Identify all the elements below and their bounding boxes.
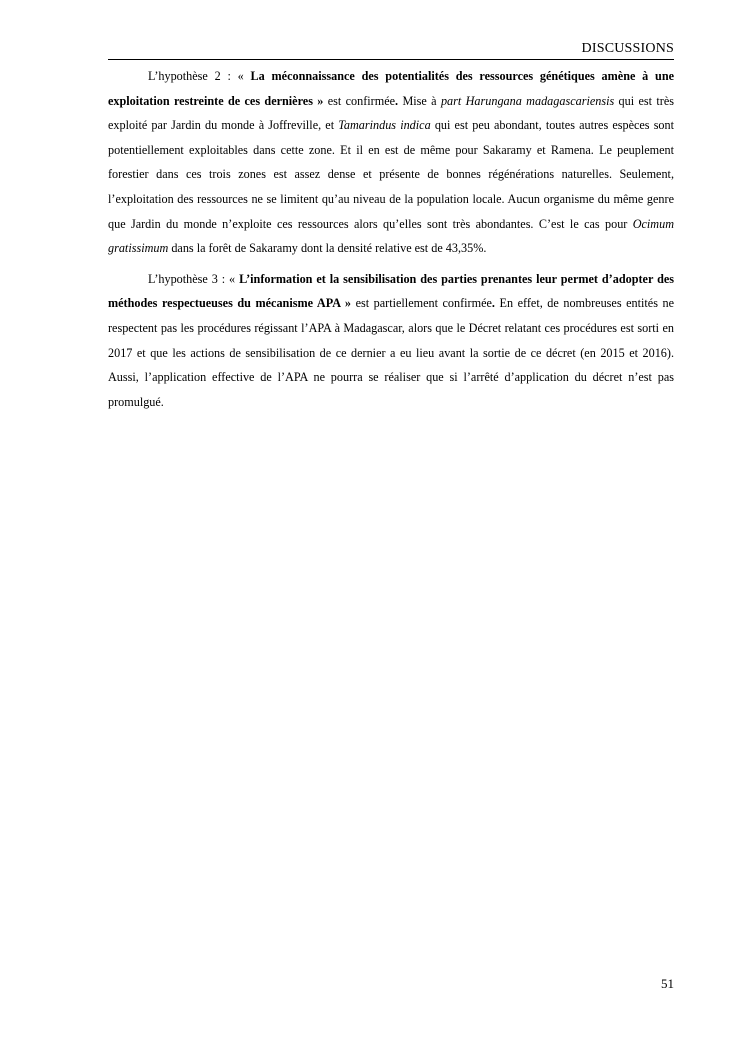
body-text-run: qui est très exploité par Jardin du monde à Joffreville, et: [108, 93, 674, 133]
verdict-text: est partiellement confirmée: [351, 296, 492, 311]
running-header: [108, 41, 674, 60]
species-name: part Harungana madagascariensis: [440, 93, 615, 108]
species-name: Ocimum gratissimum: [108, 216, 674, 256]
verdict-period: .: [491, 296, 495, 311]
body-text-run: En effet, de nombreuses entités ne respectent pas les procédures régissant l’APA à Madagascar, alors que le Décret relatant ces procédures est sorti en 2017 et que les actions de sensibilisation de ce dernier a eu lieu avant la sortie de ce décret (en 2015 et 2016). Aussi, l’application effective de l’APA ne pourra se réaliser que si l’arrêté d’application du décret n’est pas promulgué.: [108, 296, 675, 409]
body-text-run: dans la forêt de Sakaramy dont la densité relative est de 43,35%.: [168, 241, 487, 256]
verdict-text: est confirmée: [323, 93, 396, 108]
paragraph-hypothesis-2: [108, 64, 674, 261]
hypothesis-statement: L’information et la sensibilisation des parties prenantes leur permet d’adopter des méthodes respectueuses du mécanisme APA »: [108, 271, 675, 311]
species-name: Tamarindus indica: [338, 118, 431, 133]
page-number: 51: [661, 976, 674, 991]
hypothesis-intro: L’hypothèse 2 : «: [148, 69, 251, 83]
paragraph-hypothesis-3: [108, 267, 674, 415]
body-text-run: qui est peu abondant, toutes autres espèces sont potentiellement exploitables dans cette zone. Et il en est de même pour Sakaramy et Ramena. Le peuplement forestier dans ces trois zones est assez dense et présente de bonnes régénérations naturelles. Seulement, l’exploitation des ressources ne se limitent qu’au niveau de la population locale. Aucun organisme du même genre que Jardin du monde n’exploite ces ressources alors qu’elles sont très abondantes. C’est le cas pour: [108, 118, 675, 231]
hypothesis-intro: L’hypothèse 3 : «: [148, 271, 240, 286]
section-title: DISCUSSIONS: [581, 41, 674, 56]
body-text: [108, 64, 674, 414]
body-text-run: Mise à: [398, 93, 441, 108]
verdict-period: .: [395, 93, 399, 108]
hypothesis-statement: La méconnaissance des potentialités des ressources génétiques amène à une exploitation restreinte de ces dernières »: [108, 69, 675, 108]
